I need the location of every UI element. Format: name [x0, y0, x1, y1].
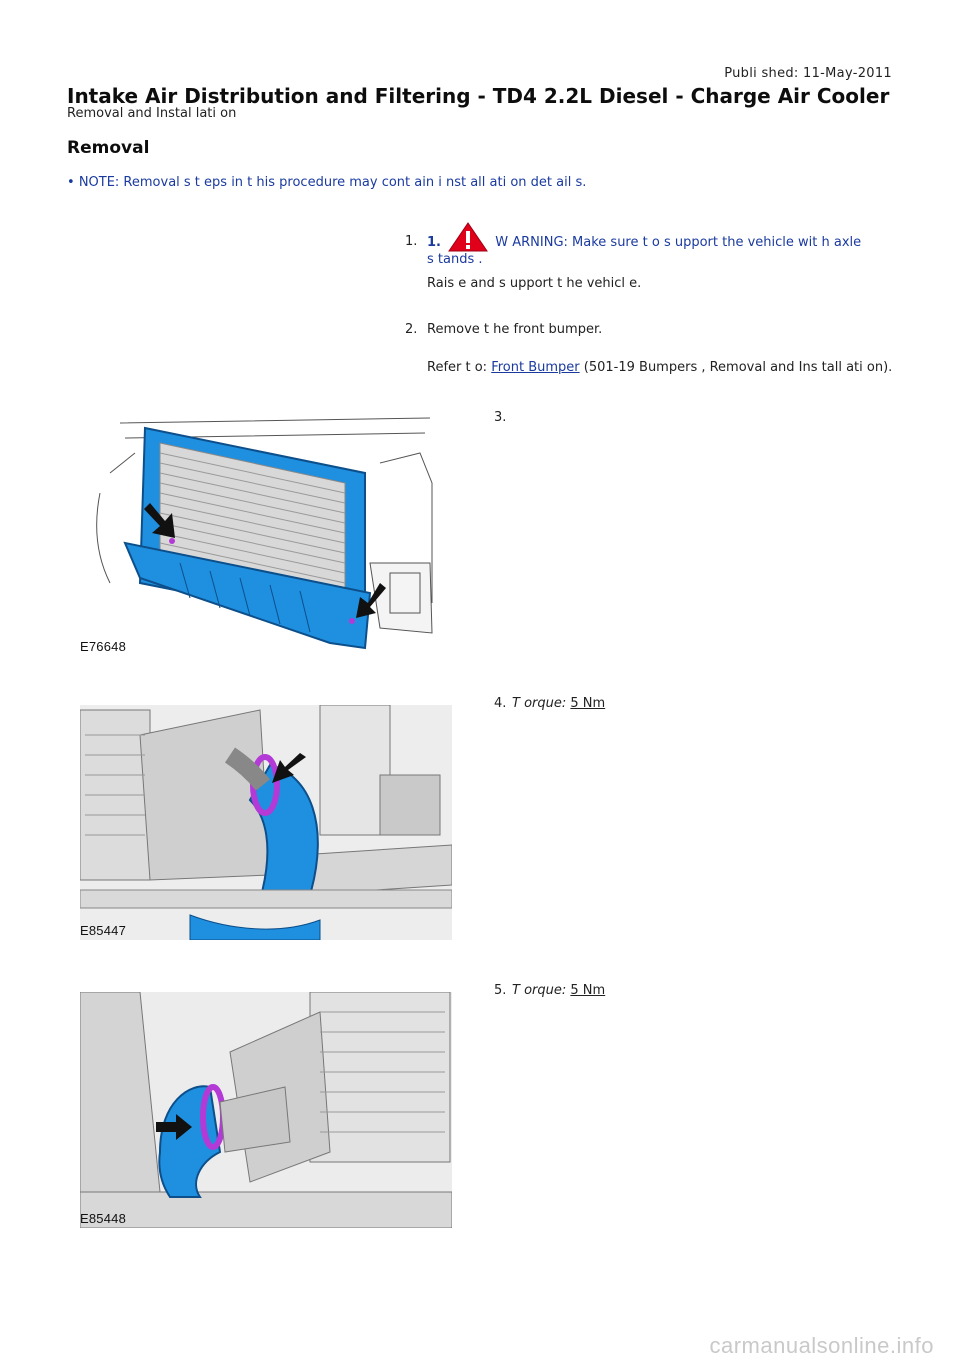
step-1-warning-number: 1. [427, 235, 441, 250]
note-bullet: • [67, 175, 75, 190]
warning-icon [448, 222, 488, 252]
figure-e85448 [80, 992, 452, 1228]
front-bumper-link[interactable]: Front Bumper [491, 360, 580, 375]
figure-label: E85447 [80, 923, 127, 938]
step-5-number: 5. [494, 983, 507, 998]
page-title: Intake Air Distribution and Filtering - TD4 2.2L Diesel - Charge Air Cooler [67, 84, 890, 108]
step-2-refer-prefix: Refer t o: [427, 360, 492, 375]
page-subtitle: Removal and Instal lati on [67, 106, 237, 121]
step-1-text: Rais e and s upport t he vehicl e. [427, 276, 642, 291]
step-4-torque [512, 696, 605, 711]
intake-hose-illustration-1 [80, 705, 452, 940]
figure-label: E76648 [80, 639, 127, 654]
torque-label: T orque: [512, 696, 567, 711]
note [67, 175, 586, 190]
section-heading: Removal [67, 138, 150, 158]
step-1-number: 1. [405, 234, 418, 249]
step-2-number: 2. [405, 322, 418, 337]
step-1-warning [427, 222, 867, 268]
figure-label: E85448 [80, 1211, 127, 1226]
step-1-warning-line2: s tands . [427, 252, 483, 267]
torque-value-link[interactable]: 5 Nm [570, 983, 606, 998]
note-text: NOTE: Removal s t eps in t his procedure may cont ain i nst all ati on det ail s. [78, 175, 587, 190]
step-3-number: 3. [494, 410, 507, 425]
published-date: Publi shed: 11-May-2011 [724, 66, 892, 81]
figure-e76648 [80, 413, 440, 658]
step-2-refer-suffix: (501-19 Bumpers , Removal and Ins tall ati on). [579, 360, 893, 375]
figure-e85447 [80, 705, 452, 940]
charge-air-cooler-illustration [80, 413, 440, 658]
intake-hose-illustration-2 [80, 992, 452, 1228]
watermark: carmanualsonline.info [709, 1333, 934, 1358]
step-5-torque [512, 983, 605, 998]
torque-value-link[interactable]: 5 Nm [570, 696, 606, 711]
step-4-number: 4. [494, 696, 507, 711]
torque-label: T orque: [512, 983, 567, 998]
step-2-refer [427, 360, 892, 375]
step-1-warning-line1: W ARNING: Make sure t o s upport the vehicle wit h axle [495, 235, 862, 250]
step-2-text: Remove t he front bumper. [427, 322, 603, 337]
